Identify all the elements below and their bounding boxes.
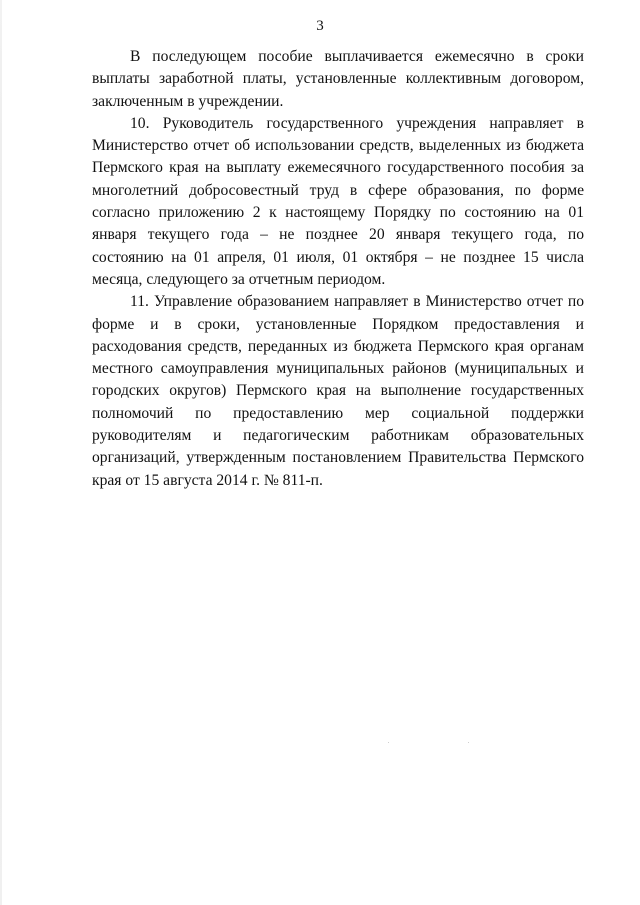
clause-11-paragraph: 11. Управление образованием направляет в Министерство отчет по форме и в сроки, установленные Порядком предоставления и расходования средств, переданных из бюджета Пермского края органам местного самоуправления муниципальных районов (муниципальных и городских округов) Пермского края на выполнение государственных полномочий по предоставлению мер социальной поддержки руководителям и педагогическим работникам образовательных организаций, утвержденным постановлением Правительства Пермского края от 15 августа 2014 г. № 811-п. — [92, 293, 584, 489]
scan-speck — [468, 742, 469, 743]
page-number: 3 — [316, 18, 324, 34]
scan-edge — [0, 0, 2, 905]
clause-10-paragraph: 10. Руководитель государственного учреждения направляет в Министерство отчет об использовании средств, выделенных из бюджета Пермского края на выплату ежемесячного государственного пособия за многолетний добросовестный труд в сфере образования, по форме согласно приложению 2 к настоящему Порядку по состоянию на 01 января текущего года – не позднее 20 января текущего года, по состоянию на 01 апреля, 01 июля, 01 октября – не позднее 15 числа месяца, следующего за отчетным периодом. — [92, 114, 584, 288]
scan-speck — [388, 742, 389, 743]
document-body — [92, 46, 584, 492]
payment-paragraph: В последующем пособие выплачивается ежемесячно в сроки выплаты заработной платы, установленные коллективным договором, заключенным в учреждении. — [92, 48, 584, 110]
